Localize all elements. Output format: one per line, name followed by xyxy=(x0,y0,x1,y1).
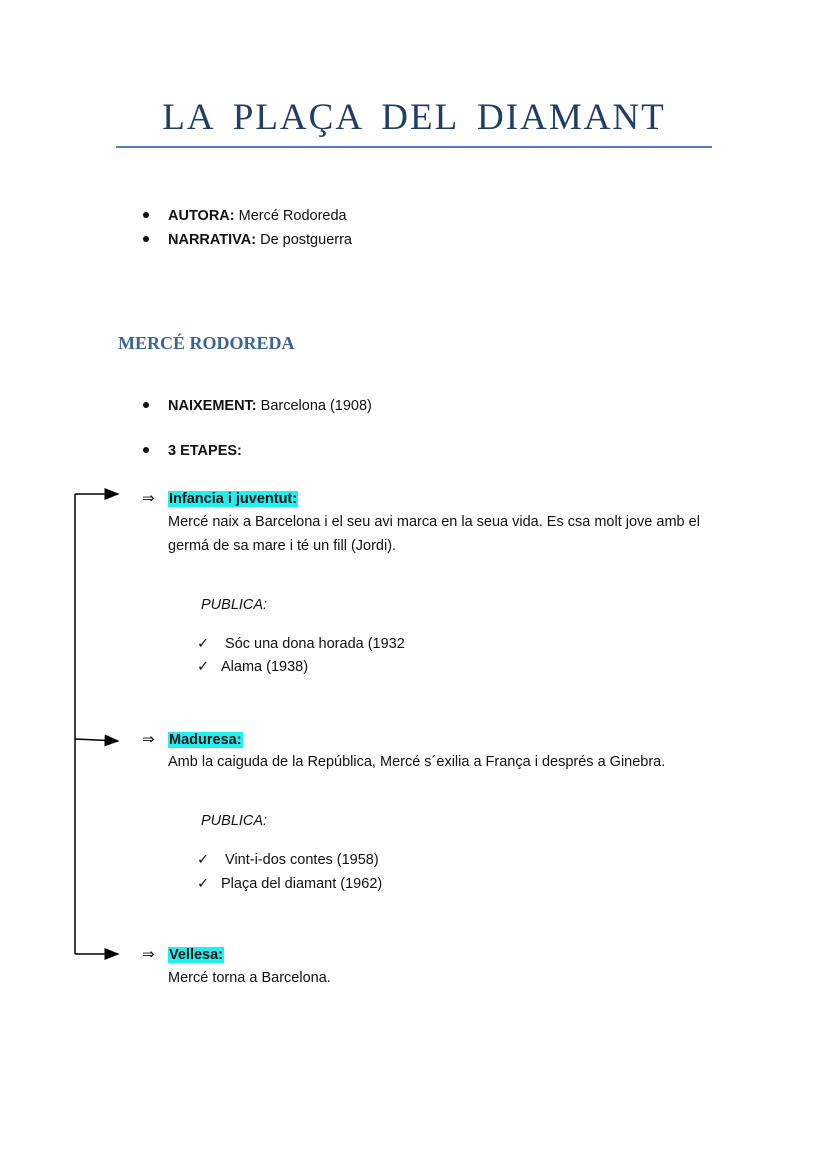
document-title: LA PLAÇA DEL DIAMANT xyxy=(162,97,666,138)
stage-heading-vellesa xyxy=(142,945,224,965)
stage-heading-maduresa xyxy=(142,730,243,750)
fact-label: 3 ETAPES: xyxy=(168,443,242,459)
stage-description: Amb la caiguda de la República, Mercé s´exilia a França i després a Ginebra. xyxy=(168,754,666,770)
work-item xyxy=(197,657,308,677)
check-mark-icon: ✓ xyxy=(197,659,210,675)
check-mark-icon: ✓ xyxy=(197,636,210,652)
check-mark-icon: ✓ xyxy=(197,852,210,868)
double-arrow-icon: ⇒ xyxy=(142,731,155,748)
publica-label: PUBLICA: xyxy=(201,597,268,613)
double-arrow-icon: ⇒ xyxy=(142,946,155,963)
stage-description: Mercé naix a Barcelona i el seu avi marca en la seua vida. Es csa molt jove amb el germá de sa mare i té un fill (Jordi). xyxy=(168,514,700,554)
work-title: Alama (1938) xyxy=(221,659,309,675)
stage-description: Mercé torna a Barcelona. xyxy=(168,970,331,986)
info-value: De postguerra xyxy=(256,232,352,248)
stage-heading-infancia xyxy=(142,489,298,509)
info-label: AUTORA: xyxy=(168,208,235,224)
work-title: Sóc una dona horada (1932 xyxy=(221,636,405,652)
connector-arrow-2 xyxy=(75,739,118,741)
work-item xyxy=(197,850,379,870)
fact-value: Barcelona (1908) xyxy=(256,398,372,414)
stage-name: Vellesa: xyxy=(169,947,224,963)
work-title: Plaça del diamant (1962) xyxy=(221,876,383,892)
stage-name: Infancia i juventut: xyxy=(169,491,298,507)
double-arrow-icon: ⇒ xyxy=(142,490,155,507)
work-title: Vint-i-dos contes (1958) xyxy=(221,852,379,868)
info-value: Mercé Rodoreda xyxy=(234,208,347,224)
stage-name: Maduresa: xyxy=(169,732,242,748)
work-item xyxy=(197,634,405,654)
info-label: NARRATIVA: xyxy=(168,232,257,248)
check-mark-icon: ✓ xyxy=(197,876,210,892)
work-item xyxy=(197,874,382,894)
fact-label: NAIXEMENT: xyxy=(168,398,257,414)
section-heading: MERCÉ RODOREDA xyxy=(118,333,295,353)
publica-label: PUBLICA: xyxy=(201,813,268,829)
